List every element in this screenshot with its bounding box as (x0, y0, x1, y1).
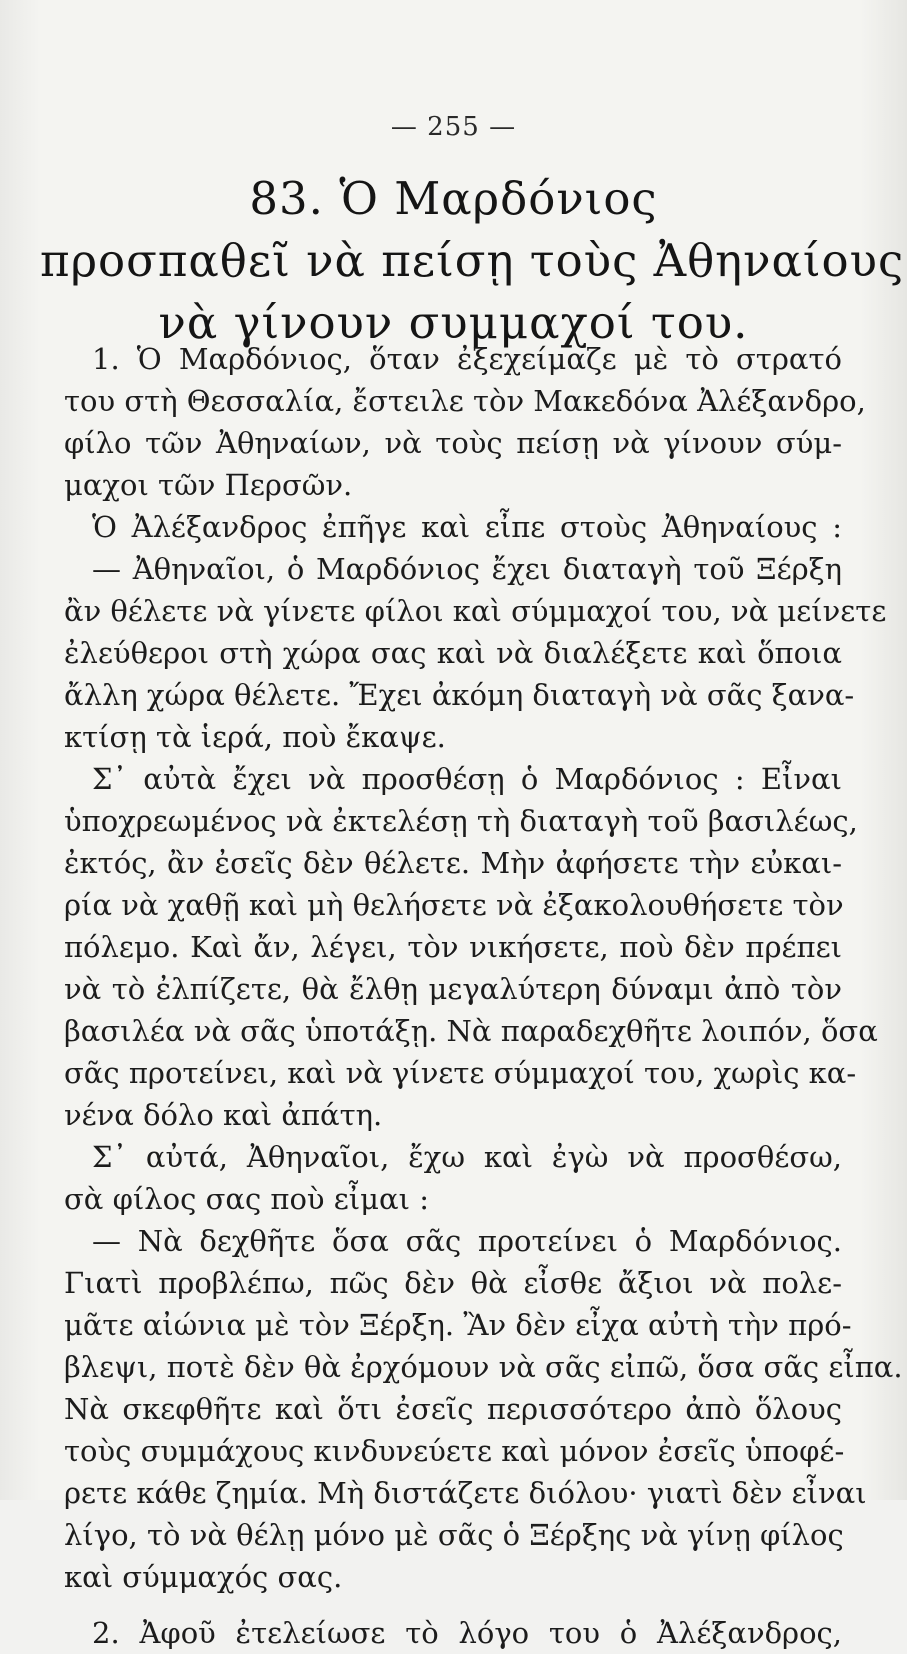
body-text (64, 338, 903, 1654)
text-line: 1. Ὁ Μαρδόνιος, ὅταν ἐξεχείμαζε μὲ τὸ στρατό (92, 342, 842, 376)
text-line: σᾶς προτείνει, καὶ νὰ γίνετε σύμμαχοί του, χωρὶς κα- (64, 1056, 857, 1090)
text-line: ἂν θέλετε νὰ γίνετε φίλοι καὶ σύμμαχοί του, νὰ μείνετε (64, 594, 887, 628)
chapter-title-line: 83. Ὁ Μαρδόνιος (249, 172, 658, 225)
text-line: Νὰ σκεφθῆτε καὶ ὅτι ἐσεῖς περισσότερο ἀπὸ ὅλους (64, 1392, 842, 1426)
text-line: βασιλέα νὰ σᾶς ὑποτάξῃ. Νὰ παραδεχθῆτε λοιπόν, ὅσα (64, 1014, 878, 1048)
text-line: πόλεμο. Καὶ ἄν, λέγει, τὸν νικήσετε, ποὺ δὲν πρέπει (64, 930, 842, 964)
text-line: — Νὰ δεχθῆτε ὅσα σᾶς προτείνει ὁ Μαρδόνιος. (92, 1224, 842, 1258)
text-line: μᾶτε αἰώνια μὲ τὸν Ξέρξη. Ἂν δὲν εἶχα αὐτὴ τὴν πρό- (64, 1308, 852, 1342)
text-line: νένα δόλο καὶ ἀπάτη. (64, 1098, 383, 1132)
text-line: ρετε κάθε ζημία. Μὴ διστάζετε διόλου· γιατὶ δὲν εἶναι (64, 1476, 867, 1510)
paragraph-gap (64, 1598, 842, 1612)
text-line: — Ἀθηναῖοι, ὁ Μαρδόνιος ἔχει διαταγὴ τοῦ Ξέρξη (92, 552, 842, 586)
page-number: — 255 — (390, 112, 517, 142)
text-line: μαχοι τῶν Περσῶν. (64, 468, 353, 502)
text-line: ἄλλη χώρα θέλετε. Ἔχει ἀκόμη διαταγὴ νὰ σᾶς ξανα- (64, 678, 855, 712)
text-line: φίλο τῶν Ἀθηναίων, νὰ τοὺς πείσῃ νὰ γίνουν σύμ- (64, 426, 842, 460)
text-line: καὶ σύμμαχός σας. (64, 1560, 343, 1594)
text-line: βλεψι, ποτὲ δὲν θὰ ἐρχόμουν νὰ σᾶς εἰπῶ, ὅσα σᾶς εἶπα. (64, 1350, 903, 1384)
chapter-title-line: προσπαθεῖ νὰ πείσῃ τοὺς Ἀθηναίους (40, 234, 905, 287)
text-line: ἐκτός, ἂν ἐσεῖς δὲν θέλετε. Μὴν ἀφήσετε τὴν εὐκαι- (64, 846, 842, 880)
chapter-title (40, 168, 905, 354)
text-line: ἐλεύθεροι στὴ χώρα σας καὶ νὰ διαλέξετε καὶ ὅποια (64, 636, 842, 670)
text-line: Σ᾽ αὐτὰ ἔχει νὰ προσθέσῃ ὁ Μαρδόνιος : Εἶναι (92, 762, 842, 796)
text-line: ρία νὰ χαθῇ καὶ μὴ θελήσετε νὰ ἐξακολουθήσετε τὸν (64, 888, 844, 922)
text-line: σὰ φίλος σας ποὺ εἶμαι : (64, 1182, 429, 1216)
text-line: ὑποχρεωμένος νὰ ἐκτελέσῃ τὴ διαταγὴ τοῦ βασιλέως, (64, 804, 858, 838)
text-line: λίγο, τὸ νὰ θέλῃ μόνο μὲ σᾶς ὁ Ξέρξης νὰ γίνῃ φίλος (64, 1518, 844, 1552)
text-line: Σ᾽ αὐτά, Ἀθηναῖοι, ἔχω καὶ ἐγὼ νὰ προσθέσω, (92, 1140, 842, 1174)
text-line: Ὁ Ἀλέξανδρος ἐπῆγε καὶ εἶπε στοὺς Ἀθηναίους : (92, 510, 842, 544)
text-line: 2. Ἀφοῦ ἐτελείωσε τὸ λόγο του ὁ Ἀλέξανδρος, (92, 1616, 842, 1650)
chapter-title-line: νὰ γίνουν συμμαχοί του. (158, 296, 749, 349)
text-line: νὰ τὸ ἐλπίζετε, θὰ ἔλθῃ μεγαλύτερη δύναμι ἀπὸ τὸν (64, 972, 842, 1006)
text-line: Γιατὶ προβλέπω, πῶς δὲν θὰ εἶσθε ἄξιοι νὰ πολε- (64, 1266, 842, 1300)
text-line: κτίσῃ τὰ ἱερά, ποὺ ἔκαψε. (64, 720, 446, 754)
text-line: τοὺς συμμάχους κινδυνεύετε καὶ μόνον ἐσεῖς ὑποφέ- (64, 1434, 845, 1468)
text-line: του στὴ Θεσσαλία, ἔστειλε τὸν Μακεδόνα Ἀλέξανδρο, (64, 384, 866, 418)
